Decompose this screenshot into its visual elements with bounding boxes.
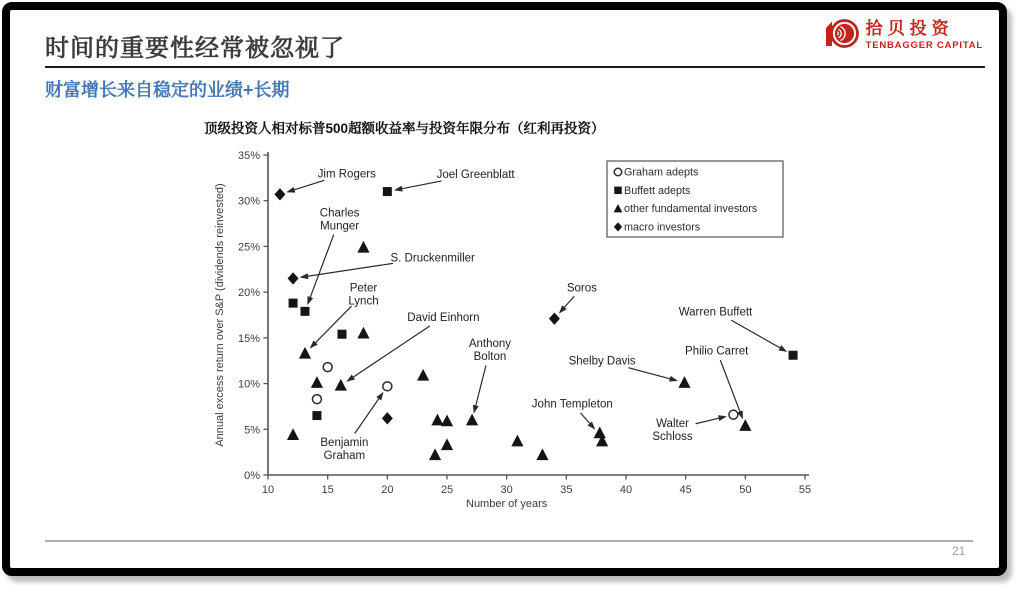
scatter-point-buffett-adepts	[289, 299, 298, 308]
legend-item-graham-adepts	[614, 168, 622, 176]
marker-square	[614, 187, 622, 195]
scatter-point-other-fundamental-investors	[431, 414, 443, 426]
annotation-s-druckenmiller: S. Druckenmiller	[390, 252, 475, 265]
annotation-charles-munger: Charles Munger	[319, 207, 360, 233]
annotation-arrow-john-templeton	[581, 413, 595, 429]
annotation-arrow-peter-lynch	[311, 306, 352, 347]
logo-cn-text: 拾贝投资	[865, 19, 954, 38]
annotation-philio-carret: Philio Carret	[685, 345, 749, 358]
chart-title: 顶级投资人相对标普500超额收益率与投资年限分布（红利再投资）	[204, 121, 605, 136]
annotation-shelby-davis: Shelby Davis	[568, 355, 636, 368]
y-tick-label: 30%	[237, 195, 260, 208]
annotation-benjamin-graham: Benjamin Graham	[320, 436, 369, 462]
annotation-arrow-joel-greenblatt	[395, 181, 441, 190]
x-tick-label: 55	[798, 484, 812, 496]
page-number: 21	[952, 544, 966, 558]
annotation-arrow-walter-schloss	[696, 417, 726, 424]
scatter-point-macro-investors	[288, 272, 299, 284]
scatter-point-other-fundamental-investors	[299, 347, 311, 359]
legend-label: Buffett adepts	[624, 184, 691, 197]
annotation-arrow-soros	[560, 296, 574, 312]
y-tick-label: 10%	[237, 378, 260, 391]
scatter-point-macro-investors	[274, 188, 285, 200]
scatter-point-graham-adepts	[729, 410, 738, 419]
scatter-point-other-fundamental-investors	[536, 448, 548, 460]
y-tick-label: 5%	[244, 424, 260, 437]
scatter-point-graham-adepts	[383, 382, 392, 391]
x-tick-label: 40	[619, 484, 633, 496]
x-tick-label: 20	[381, 484, 394, 496]
scatter-point-buffett-adepts	[300, 307, 309, 316]
x-tick-label: 50	[739, 484, 752, 496]
legend-label: other fundamental investors	[624, 203, 758, 216]
scatter-point-buffett-adepts	[383, 187, 392, 196]
scatter-point-other-fundamental-investors	[311, 376, 323, 388]
x-tick-label: 15	[321, 484, 334, 496]
footer-divider	[45, 540, 973, 542]
series-graham-adepts	[312, 363, 737, 420]
y-tick-label: 35%	[237, 150, 260, 162]
x-tick-label: 35	[560, 484, 573, 496]
scatter-point-other-fundamental-investors	[678, 376, 690, 388]
annotation-arrow-jim-rogers	[288, 180, 325, 192]
scatter-point-other-fundamental-investors	[594, 426, 606, 438]
scatter-point-other-fundamental-investors	[417, 369, 429, 381]
scatter-chart	[190, 116, 835, 521]
scatter-point-other-fundamental-investors	[335, 379, 347, 391]
annotation-jim-rogers: Jim Rogers	[317, 168, 376, 181]
y-tick-label: 15%	[237, 332, 260, 345]
legend-label: Graham adepts	[624, 166, 699, 179]
tenbagger-logo-icon	[823, 15, 859, 51]
scatter-point-other-fundamental-investors	[511, 435, 523, 447]
page-title: 时间的重要性经常被忽视了	[45, 35, 345, 62]
brand-logo	[823, 14, 983, 51]
y-tick-label: 0%	[244, 470, 260, 482]
logo-en-text: TENBAGGER CAPITAL	[865, 40, 983, 51]
annotation-soros: Soros	[566, 282, 597, 295]
scatter-point-other-fundamental-investors	[441, 438, 453, 450]
annotation-arrow-charles-munger	[308, 235, 334, 304]
annotation-arrow-philio-carret	[720, 360, 742, 418]
scatter-point-other-fundamental-investors	[429, 448, 441, 460]
annotation-john-templeton: John Templeton	[531, 398, 613, 411]
annotation-arrow-s-druckenmiller	[301, 263, 393, 277]
y-tick-label: 25%	[237, 241, 260, 254]
annotation-peter-lynch: Peter Lynch	[348, 282, 379, 308]
scatter-point-macro-investors	[382, 412, 393, 424]
y-axis-label: Annual excess return over S&P (dividends reinvested)	[214, 183, 226, 447]
annotation-arrow-benjamin-graham	[355, 393, 383, 434]
annotation-arrow-shelby-davis	[629, 368, 677, 381]
x-axis-label: Number of years	[466, 498, 548, 510]
scatter-point-other-fundamental-investors	[441, 415, 453, 427]
x-tick-label: 10	[261, 484, 275, 496]
annotation-walter-schloss: Walter Schloss	[652, 417, 693, 443]
annotation-anthony-bolton: Anthony Bolton	[468, 338, 512, 364]
scatter-point-other-fundamental-investors	[357, 327, 369, 339]
scatter-point-other-fundamental-investors	[739, 419, 751, 431]
scatter-point-graham-adepts	[323, 363, 332, 372]
annotation-david-einhorn: David Einhorn	[407, 311, 480, 324]
series-macro-investors	[274, 188, 559, 424]
annotation-warren-buffett: Warren Buffett	[678, 306, 753, 319]
legend-item-buffett-adepts	[614, 187, 622, 195]
annotation-arrow-anthony-bolton	[474, 366, 486, 413]
title-underline	[45, 66, 985, 68]
scatter-point-graham-adepts	[312, 395, 321, 404]
scatter-point-macro-investors	[549, 312, 560, 324]
marker-circle-open	[614, 168, 622, 176]
scatter-point-buffett-adepts	[312, 411, 321, 420]
x-tick-label: 45	[679, 484, 692, 496]
page-subtitle: 财富增长来自稳定的业绩+长期	[45, 80, 290, 100]
legend-label: macro investors	[624, 221, 701, 234]
y-tick-label: 20%	[237, 287, 260, 300]
scatter-point-buffett-adepts	[789, 351, 798, 360]
annotation-joel-greenblatt: Joel Greenblatt	[436, 169, 515, 182]
scatter-point-buffett-adepts	[337, 330, 346, 339]
scatter-point-other-fundamental-investors	[357, 241, 369, 253]
scatter-point-other-fundamental-investors	[287, 428, 299, 440]
x-tick-label: 25	[440, 484, 454, 496]
scatter-point-other-fundamental-investors	[466, 414, 478, 426]
x-tick-label: 30	[500, 484, 513, 496]
